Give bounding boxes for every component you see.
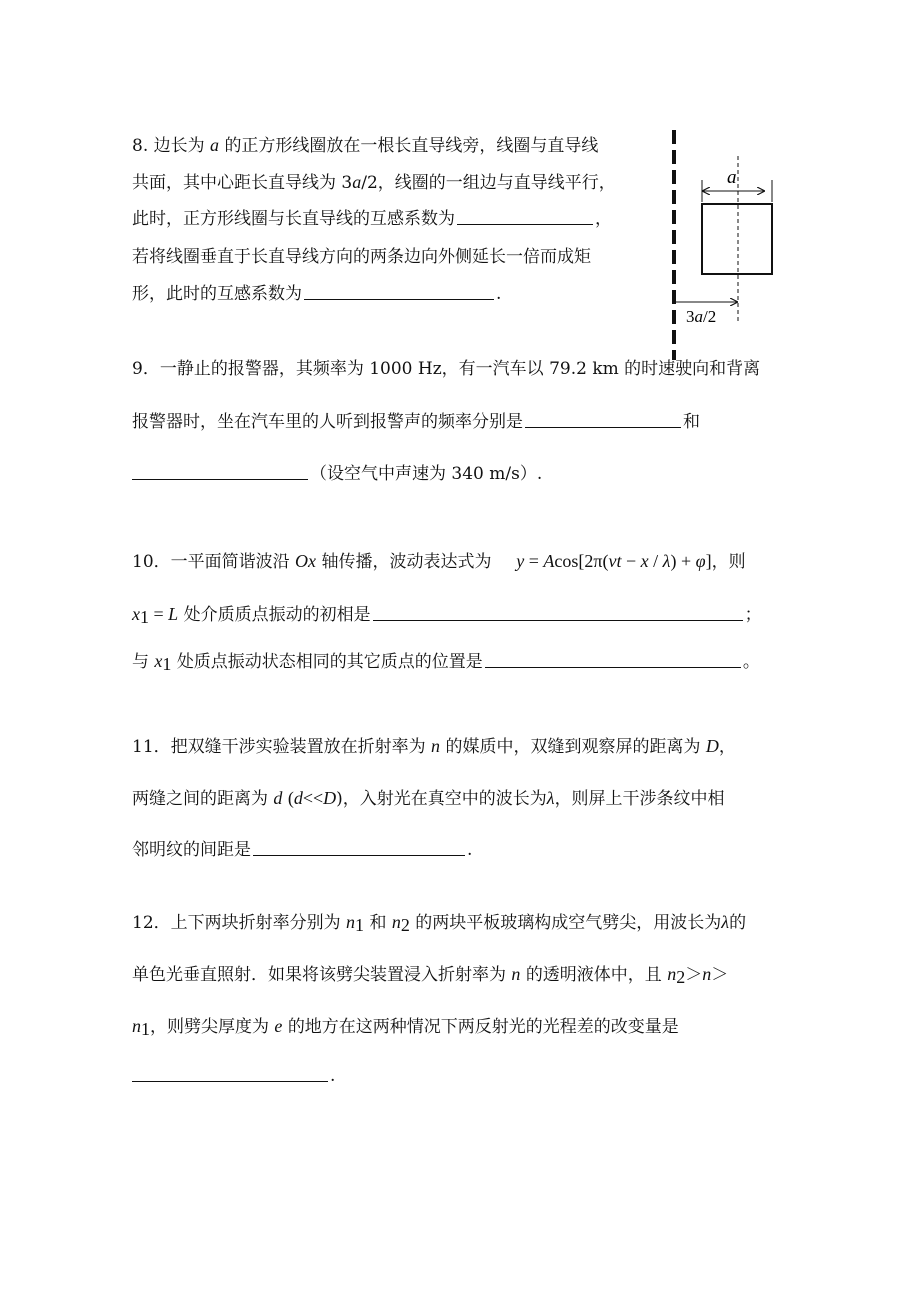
answer-blank-q12[interactable] — [132, 1063, 328, 1082]
side-label: a — [727, 167, 737, 188]
q10-text: 处介质质点振动的初相是 — [183, 605, 371, 625]
q8-text: 此时，正方形线圈与长直导线的互感系数为 — [132, 209, 455, 229]
q9-text: 和 — [683, 412, 700, 432]
q8-text: /2，线圈的一组边与直导线平行， — [361, 173, 616, 193]
q8-text: 若将线圈垂直于长直导线方向的两条边向外侧延长一倍而成矩 — [132, 247, 591, 267]
var-D: D — [705, 736, 719, 756]
q12-text: 12．上下两块折射率分别为 — [132, 913, 341, 933]
q10-line-1 — [132, 545, 746, 577]
q10-text: ，则 — [711, 552, 746, 572]
q11-text: 两缝之间的距离为 — [132, 789, 268, 809]
q10-text: 处质点振动状态相同的其它质点的位置是 — [176, 652, 483, 672]
var-a: a — [210, 135, 220, 155]
q11-line-1 — [132, 730, 736, 762]
q8-line-1 — [132, 129, 598, 161]
q12-text: 和 — [369, 913, 387, 933]
x1-eq-L: $x_1 = L$ — [132, 604, 179, 627]
q12-line-2: 单色光垂直照射．如果将该劈尖装置浸入折射率为 n 的透明液体中，且 $n_2>n>$ — [132, 964, 729, 987]
q11-text: ， — [718, 737, 736, 757]
q10-line-3 — [132, 645, 760, 677]
wave-equation: y = Acos[2π(νt − x / λ) + φ] — [516, 551, 712, 571]
q9-text: （设空气中声速为 340 m/s）. — [310, 464, 543, 484]
wire-loop-figure — [660, 128, 790, 367]
square-coil — [702, 204, 772, 274]
var-lambda: λ — [546, 788, 555, 808]
q12-line-3: $n_1$，则劈尖厚度为 e 的地方在这两种情况下两反射光的光程差的改变量是 — [132, 1016, 679, 1039]
q12-text: 的两块平板玻璃构成空气劈尖，用波长为 — [415, 913, 722, 933]
q12-line-4 — [132, 1060, 335, 1092]
q12-text: 的 — [729, 913, 747, 933]
answer-blank-q10-2[interactable] — [485, 649, 741, 668]
q12-text: 的透明液体中，且 — [525, 965, 662, 985]
q8-text: 8. 边长为 — [132, 136, 205, 156]
q10-text: 与 — [132, 652, 149, 672]
figure-svg — [660, 128, 790, 363]
q11-text: 11．把双缝干涉实验装置放在折射率为 — [132, 737, 426, 757]
var-d: d — [273, 788, 283, 808]
q9-line-3 — [132, 458, 542, 490]
q8-line-5 — [132, 278, 501, 310]
q8-line-2 — [132, 166, 616, 198]
answer-blank-q9-2[interactable] — [132, 461, 308, 480]
q12-text: 的地方在这两种情况下两反射光的光程差的改变量是 — [287, 1017, 679, 1037]
var-e: e — [274, 1016, 283, 1036]
q8-text: ， — [595, 209, 612, 229]
q11-text: . — [467, 840, 473, 860]
q12-line-1: 12．上下两块折射率分别为 $n_1$ 和 $n_2$ 的两块平板玻璃构成空气劈尖，用波长为λ的 — [132, 912, 747, 935]
q12-text: ，则劈尖厚度为 — [150, 1017, 269, 1037]
q11-line-2: 两缝之间的距离为 d (d<<D)，入射光在真空中的波长为λ，则屏上干涉条纹中相 — [132, 788, 725, 809]
answer-blank-q8-2[interactable] — [304, 281, 494, 300]
q8-text: . — [496, 284, 502, 304]
q9-text: 9．一静止的报警器，其频率为 1000 Hz，有一汽车以 79.2 km 的时速驶向和背离 — [132, 359, 761, 379]
dist-label-var: a — [694, 307, 703, 326]
q8-line-3 — [132, 203, 612, 235]
q10-line-2 — [132, 598, 762, 630]
answer-blank-q10-1[interactable] — [373, 602, 743, 621]
dist-label-num: 3 — [686, 307, 695, 326]
q10-text: ； — [744, 605, 762, 625]
q11-line-3 — [132, 834, 472, 866]
var-lambda: λ — [721, 912, 730, 932]
q8-line-4 — [132, 241, 591, 273]
q11-text: 邻明纹的间距是 — [132, 840, 251, 860]
q10-text: 10．一平面简谐波沿 — [132, 552, 290, 572]
q12-text: 单色光垂直照射．如果将该劈尖装置浸入折射率为 — [132, 965, 506, 985]
q9-text: 报警器时，坐在汽车里的人听到报警声的频率分别是 — [132, 412, 523, 432]
q10-text: 轴传播，波动表达式为 — [321, 552, 492, 572]
q12-text: . — [330, 1066, 336, 1086]
answer-blank-q11[interactable] — [253, 837, 465, 856]
answer-blank-q8-1[interactable] — [457, 206, 593, 225]
x1: $x_1$ — [154, 651, 172, 674]
q11-text: )，入射光在真空中的波长为 — [336, 789, 547, 809]
q8-text: 共面，其中心距长直导线为 3 — [132, 173, 353, 193]
dist-label-den: /2 — [703, 307, 717, 326]
svg-text:3a/2 — [686, 307, 716, 326]
q11-text: ，则屏上干涉条纹中相 — [554, 789, 725, 809]
axis-ox: Ox — [295, 551, 317, 571]
q11-text: 的媒质中，双缝到观察屏的距离为 — [445, 737, 701, 757]
q9-line-1 — [132, 353, 760, 385]
var-n: n — [431, 736, 441, 756]
q9-line-2 — [132, 406, 700, 438]
answer-blank-q9-1[interactable] — [525, 409, 681, 428]
q10-text: 。 — [742, 652, 760, 672]
q8-text: 形，此时的互感系数为 — [132, 284, 302, 304]
q8-text: 的正方形线圈放在一根长直导线旁，线圈与直导线 — [224, 136, 599, 156]
var-a: a — [352, 172, 362, 192]
